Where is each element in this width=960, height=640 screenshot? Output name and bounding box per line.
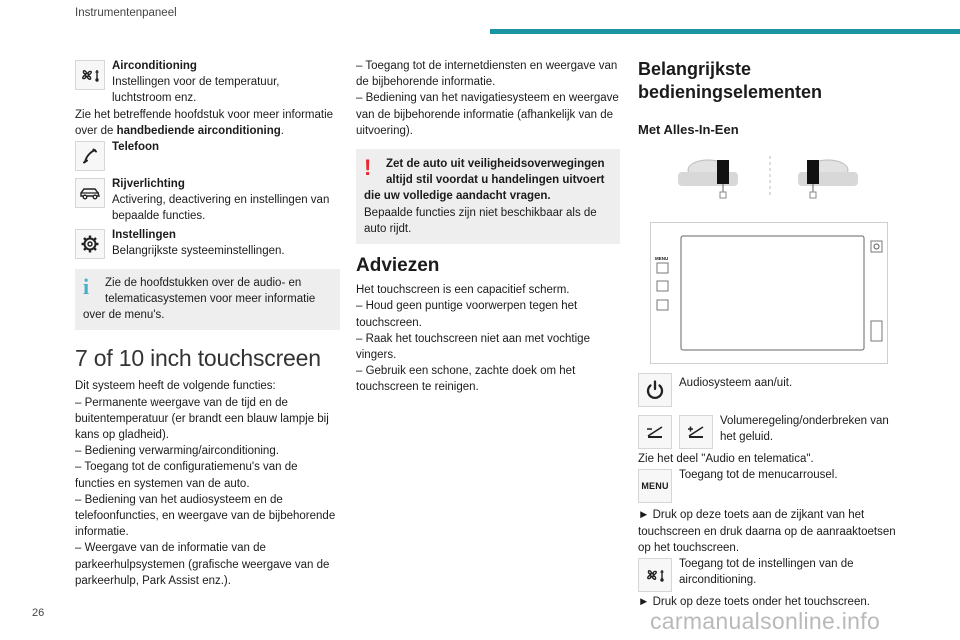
fan-icon (638, 558, 672, 592)
airco-ref-bold: handbediende airconditioning (116, 124, 281, 137)
info-box (75, 269, 340, 331)
menu-entry (638, 467, 898, 505)
fan-icon (75, 60, 105, 90)
list-item: – Raak het touchscreen niet aan met vochtige vingers. (356, 332, 590, 362)
telefoon-title: Telefoon (112, 141, 160, 154)
instellingen-text: Belangrijkste systeeminstellingen. (112, 244, 285, 257)
list-item: – Permanente weergave van de tijd en de buitentemperatuur (er brandt een blauw lampje bij kans op gladheid). (75, 396, 329, 442)
menu-key-icon (638, 469, 672, 503)
rijverlichting-title: Rijverlichting (112, 178, 185, 191)
rijverlichting-entry (75, 176, 340, 225)
warning-box (356, 149, 620, 244)
airco-step: ► Druk op deze toets onder het touchscreen. (638, 596, 870, 609)
section-intro: Dit systeem heeft de volgende functies: (75, 380, 276, 393)
page-number: 26 (32, 607, 45, 619)
steering-wheel-right-icon (798, 160, 858, 198)
phone-icon (75, 141, 105, 171)
volume-text: Volumeregeling/onderbreken van het geluid. (720, 415, 889, 444)
header-accent-bar (490, 29, 960, 34)
warning-text: Bepaalde functies zijn niet beschikbaar als de auto rijdt. (364, 206, 597, 235)
steering-illustration (638, 150, 898, 208)
warning-icon: ! (364, 155, 372, 181)
car-icon (75, 178, 105, 208)
rijverlichting-text: Activering, deactivering en instellingen van bepaalde functies. (112, 194, 330, 223)
subtitle: Met Alles-In-Een (638, 122, 739, 137)
volume-reference: Zie het deel "Audio en telematica". (638, 453, 814, 466)
instellingen-title: Instellingen (112, 228, 176, 241)
power-icon (638, 373, 672, 407)
running-header: Instrumentenpaneel (75, 7, 177, 19)
airco-text: Instellingen voor de temperatuur, luchtstroom enz. (112, 76, 280, 105)
list-item: – Bediening verwarming/airconditioning. (75, 445, 279, 458)
airco-entry (75, 58, 340, 107)
volume-down-icon (638, 415, 672, 449)
menu-text: Toegang tot de menucarrousel. (679, 469, 838, 482)
airco-key-entry (638, 556, 898, 594)
airco-title: Airconditioning (112, 60, 197, 72)
airco-ref-end: . (280, 124, 284, 137)
airco-reference (75, 107, 340, 139)
instellingen-entry (75, 227, 340, 261)
volume-up-icon (679, 415, 713, 449)
touchscreen-illustration (650, 222, 888, 364)
list-item: – Toegang tot de internetdiensten en weergave van de bijbehorende informatie. (356, 60, 618, 89)
gear-icon (75, 229, 105, 259)
menu-key-label: MENU (641, 481, 669, 492)
column-3 (638, 58, 898, 610)
list-item: – Weergave van de informatie van de parkeerhulpsystemen (grafische weergave van de parkeerhulp, Park Assist enz.). (75, 542, 330, 587)
power-entry (638, 371, 898, 409)
section-title: 7 of 10 inch touchscreen (75, 345, 321, 372)
steering-wheel-left-icon (678, 160, 738, 198)
power-text: Audiosysteem aan/uit. (679, 377, 793, 390)
list-item: – Toegang tot de configuratiemenu's van de functies en systemen van de auto. (75, 461, 298, 490)
airco-key-text: Toegang tot de instellingen van de airconditioning. (679, 558, 854, 587)
airco-ref-text: Zie het betreffende hoofdstuk voor meer informatie over de (75, 108, 334, 137)
column-2 (356, 58, 620, 396)
volume-entry (638, 413, 898, 451)
menu-step: ► Druk op deze toets aan de zijkant van het touchscreen en druk daarna op de aanraaktoetsen op het touchscreen. (638, 509, 896, 554)
column-1 (75, 58, 340, 589)
telefoon-entry (75, 139, 340, 173)
list-item: – Bediening van het navigatiesysteem en weergave van de bijbehorende informatie (afhankelijk van de uitvoering). (356, 92, 619, 137)
warning-bold-text: Zet de auto uit veiligheidsoverwegingen altijd stil voordat u handelingen uitvoert die uw volledige aandacht vragen. (364, 158, 605, 203)
watermark: carmanualsonline.info (650, 608, 881, 634)
list-item: – Houd geen puntige voorwerpen tegen het touchscreen. (356, 300, 578, 329)
list-item: – Bediening van het audiosysteem en de telefoonfuncties, en weergave van de bijbehorende informatie. (75, 493, 336, 539)
main-title: Belangrijkste bedieningselementen (638, 59, 823, 102)
list-item: – Gebruik een schone, zachte doek om het touchscreen te reinigen. (356, 365, 576, 394)
adviezen-title: Adviezen (356, 255, 440, 277)
info-box-text: Zie de hoofdstukken over de audio- en telematicasystemen voor meer informatie over de menu's. (83, 276, 316, 322)
adviezen-intro: Het touchscreen is een capacitief scherm. (356, 284, 570, 297)
info-icon: i (83, 273, 90, 299)
screen-menu-label: MENU (655, 256, 669, 262)
